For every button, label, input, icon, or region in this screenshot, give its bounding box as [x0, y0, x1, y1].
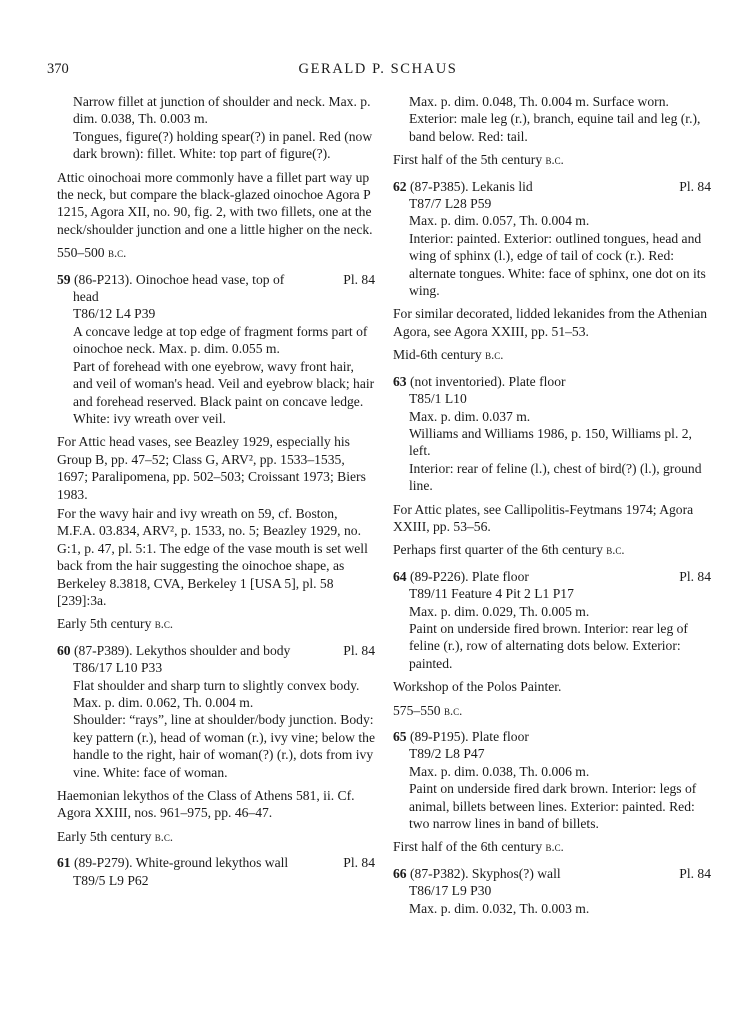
date-line: 575–550 b.c. [393, 702, 463, 718]
catalog-entry-60 [57, 642, 375, 846]
entry-heading [393, 728, 711, 745]
plate-reference: Pl. 84 [679, 568, 711, 584]
date-line: First half of the 5th century b.c. [393, 152, 564, 168]
entry-number: 66 [393, 865, 407, 881]
plate-reference: Pl. 84 [679, 178, 711, 194]
context-code: T89/5 L9 P62 [73, 872, 149, 888]
entry-number: 64 [393, 568, 407, 584]
entry-title: (not inventoried). Plate floor [410, 373, 566, 389]
bibliography: Williams and Williams 1986, p. 150, Williams pl. 2, left. [409, 425, 692, 459]
entry-heading [57, 854, 375, 871]
date-line: Early 5th century b.c. [57, 616, 174, 632]
context-code: T87/7 L28 P59 [409, 196, 492, 212]
left-column [57, 93, 375, 889]
entry-description: Exterior: male leg (r.), branch, equine tail and leg (r.), band below. Red: tail. [409, 111, 701, 144]
context-code: T86/12 L4 P39 [73, 306, 156, 322]
entry-description: Interior: painted. Exterior: outlined tongues, head and wing of sphinx (l.), edge of tail of cock (r.). Red: alternate tongues. White: face of sphinx, one dot on its wing. [409, 230, 706, 299]
entry-description: Max. p. dim. 0.048, Th. 0.004 m. Surface worn. [409, 94, 669, 109]
context-code: T86/17 L10 P33 [73, 660, 163, 676]
entry-description: Tongues, figure(?) holding spear(?) in panel. Red (now dark brown): fillet. White: top part of figure(?). [73, 128, 373, 162]
entry-title: (86-P213). Oinochoe head vase, top of [74, 271, 285, 287]
commentary: Attic oinochoai more commonly have a fillet part way up the neck, but compare the black-glazed oinochoe Agora P 1215, Agora XII, no. 90, fig. 2, with two fillets, one at the neck/shoulder junction and one a little higher on the neck. [57, 169, 373, 237]
entry-title: (89-P226). Plate floor [410, 568, 529, 584]
date-line: First half of the 6th century b.c. [393, 839, 564, 855]
commentary: Haemonian lekythos of the Class of Athens 581, ii. Cf. Agora XXIII, nos. 961–975, pp. 46–47. [57, 788, 355, 821]
context-code: T85/1 L10 [409, 391, 467, 407]
entry-number: 63 [393, 373, 407, 389]
catalog-entry-63 [393, 373, 711, 560]
entry-description: A concave ledge at top edge of fragment forms part of oinochoe neck. Max. p. dim. 0.055 m. [73, 323, 368, 357]
plate-reference: Pl. 84 [343, 855, 375, 871]
commentary: For similar decorated, lidded lekanides from the Athenian Agora, see Agora XXIII, pp. 51–53. [393, 306, 708, 339]
entry-heading [393, 178, 711, 195]
entry-title: (87-P385). Lekanis lid [410, 178, 533, 194]
entry-description: Max. p. dim. 0.057, Th. 0.004 m. [409, 213, 590, 229]
catalog-entry-66 [393, 865, 711, 917]
entry-description: Paint on underside fired brown. Interior: rear leg of feline (r.), row of alternating dots below. Exterior: painted. [409, 620, 688, 671]
commentary: For the wavy hair and ivy wreath on 59, cf. Boston, M.F.A. 03.834, ARV², p. 1533, no. 5; Beazley 1929, no. G:1, p. 47, pl. 5:1. The edge of the vase mouth is set well back from the hair suggesting the oinochoe shape, as Berkeley 8.3818, CVA, Berkeley 1 [USA 5], pl. 58 [239]:3a. [57, 505, 368, 608]
entry-title: (89-P195). Plate floor [410, 729, 529, 744]
entry-description: Flat shoulder and sharp turn to slightly convex body. Max. p. dim. 0.062, Th. 0.004 m. [73, 677, 360, 710]
commentary: For Attic plates, see Callipolitis-Feytmans 1974; Agora XXIII, pp. 53–56. [393, 501, 694, 534]
right-column [393, 93, 711, 917]
plate-reference: Pl. 84 [679, 865, 711, 881]
entry-heading [57, 642, 375, 659]
entry-title: (89-P279). White-ground lekythos wall [74, 855, 289, 871]
catalog-entry-64 [393, 568, 711, 720]
entry-title: (87-P389). Lekythos shoulder and body [74, 642, 291, 658]
catalog-entry-62 [393, 178, 711, 365]
page-header [47, 61, 709, 81]
entry-title: (87-P382). Skyphos(?) wall [410, 865, 561, 881]
entry-description: Max. p. dim. 0.037 m. [409, 408, 531, 424]
catalog-entry-65 [393, 728, 711, 857]
entry-description: Max. p. dim. 0.029, Th. 0.005 m. [409, 603, 590, 619]
date-line: Perhaps first quarter of the 6th century b.c. [393, 542, 625, 558]
entry-heading [393, 568, 711, 585]
plate-reference: Pl. 84 [343, 271, 375, 287]
entry-number: 59 [57, 271, 71, 287]
entry-number: 61 [57, 855, 71, 871]
entry-description: Part of forehead with one eyebrow, wavy front hair, and veil of woman's head. Veil and eyebrow black; hair and forehead reserved. Black paint on concave ledge. White: ivy wreath over veil. [73, 358, 375, 426]
running-head: GERALD P. SCHAUS [298, 61, 458, 77]
entry-description: Paint on underside fired dark brown. Interior: legs of animal, billets between lines. Exterior: painted. Red: two narrow lines in band of billets. [409, 781, 697, 832]
context-code: T86/17 L9 P30 [409, 883, 492, 899]
entry-number: 62 [393, 178, 407, 194]
context-code: T89/2 L8 P47 [409, 746, 485, 762]
catalog-entry-59 [57, 271, 375, 634]
commentary: Workshop of the Polos Painter. [393, 679, 562, 695]
entry-heading [393, 373, 711, 390]
plate-reference: Pl. 84 [343, 642, 375, 658]
entry-heading [57, 271, 375, 288]
entry-description: Shoulder: “rays”, line at shoulder/body junction. Body: key pattern (r.), head of woman (r.), ivy vine; below the handle to the right, hair of woman(?) (r.), dots from ivy vine. White: face of woman. [73, 712, 375, 780]
entry-number: 60 [57, 642, 71, 658]
date-line: Early 5th century b.c. [57, 828, 174, 844]
commentary: For Attic head vases, see Beazley 1929, especially his Group B, pp. 47–52; Class G, ARV², pp. 1533–1535, 1697; Paralipomena, pp. 502–503; Croissant 1973; Biers 1983. [57, 434, 366, 502]
page-number: 370 [47, 61, 69, 77]
entry-number: 65 [393, 729, 407, 744]
date-line: Mid-6th century b.c. [393, 347, 504, 363]
entry-description: Max. p. dim. 0.038, Th. 0.006 m. [409, 763, 590, 779]
entry-description: Max. p. dim. 0.032, Th. 0.003 m. [409, 900, 590, 916]
catalog-entry-61 [57, 854, 375, 889]
entry-description: Narrow fillet at junction of shoulder and neck. Max. p. dim. 0.038, Th. 0.003 m. [73, 94, 371, 127]
entry-description: Interior: rear of feline (l.), chest of bird(?) (l.), ground line. [409, 460, 702, 494]
entry-title-continued: head [73, 289, 99, 305]
date-line: 550–500 b.c. [57, 245, 127, 261]
entry-heading [393, 865, 711, 882]
context-code: T89/11 Feature 4 Pit 2 L1 P17 [409, 586, 574, 602]
